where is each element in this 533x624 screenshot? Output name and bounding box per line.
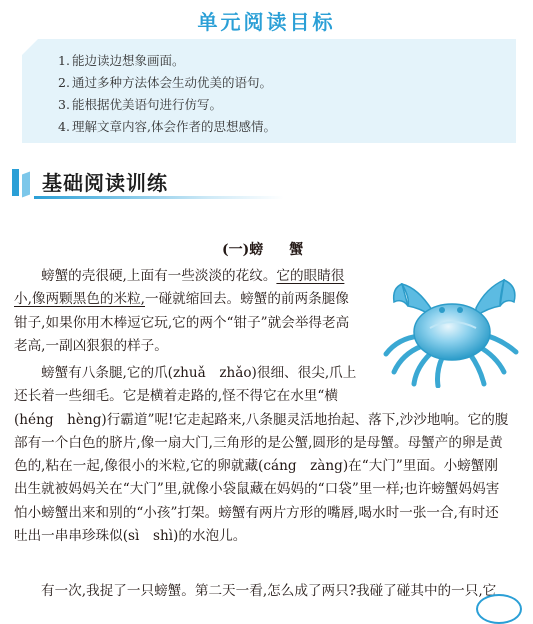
text-line: 老高,一副凶狠狠的样子。 xyxy=(14,337,168,354)
underlined-text: 小,像两颗黑色的米粒, xyxy=(14,291,145,308)
section-header xyxy=(12,167,492,199)
section-underline xyxy=(34,196,284,199)
text-line: 一碰就缩回去。螃蟹的前两条腿像 xyxy=(145,291,349,308)
text-line: 吐出一串串珍珠似(sì shì)的水泡儿。 xyxy=(14,528,247,545)
text-line: 螃蟹的壳很硬,上面有一些淡淡的花纹。 xyxy=(41,268,277,284)
page-number-badge-icon xyxy=(476,594,522,624)
text-line: (héng hèng)行霸道”呢!它走起路来,八条腿灵活地抬起、落下,沙沙地响。它的腹 xyxy=(14,411,509,428)
article-title-char: 螃 xyxy=(249,242,264,258)
text-line: 怕小螃蟹出来和别的“小孩”打架。螃蟹有两片方形的嘴唇,喝水时一张一合,有时还 xyxy=(14,504,499,521)
text-line: 有一次,我捉了一只螃蟹。第二天一看,怎么成了两只?我碰了碰其中的一只,它 xyxy=(41,583,497,599)
unit-title: 单元阅读目标 xyxy=(197,10,336,34)
goal-item: 1. 能边读边想象画面。 xyxy=(58,53,185,68)
goal-item: 2. 通过多种方法体会生动优美的语句。 xyxy=(58,75,273,90)
text-line: 还长着一些细毛。它是横着走路的,怪不得它在水里“横 xyxy=(14,388,338,405)
article-title xyxy=(222,239,303,259)
goal-item: 4. 理解文章内容,体会作者的思想感情。 xyxy=(58,119,276,134)
paragraph-2 xyxy=(14,362,508,548)
section-title: 基础阅读训练 xyxy=(42,171,168,195)
goal-item: 3. 能根据优美语句进行仿写。 xyxy=(58,97,223,112)
text-line: 钳子,如果你用木棒逗它玩,它的两个“钳子”就会举得老高 xyxy=(14,314,350,331)
article-title-char: 蟹 xyxy=(289,242,304,258)
section-bar-accent-icon xyxy=(22,172,30,198)
section-bar-icon xyxy=(12,169,19,196)
paragraph-1 xyxy=(14,265,349,358)
text-line: 出生就被妈妈关在“大门”里,就像小袋鼠藏在妈妈的“口袋”里一样;也许螃蟹妈妈害 xyxy=(14,481,500,498)
article-title-number: (一) xyxy=(222,242,250,258)
underlined-text: 它的眼睛很 xyxy=(276,268,345,284)
text-line: 螃蟹有八条腿,它的爪(zhuǎ zhǎo)很细、很尖,爪上 xyxy=(41,365,357,381)
reading-goals-box xyxy=(22,39,516,143)
text-line: 色的,粘在一起,像很小的米粒,它的卵就藏(cáng zàng)在“大门”里面。小螃蟹刚 xyxy=(14,458,498,475)
text-line: 部有一个白色的脐片,像一扇大门,三角形的是公蟹,圆形的是母蟹。母蟹产的卵是黄 xyxy=(14,434,503,451)
paragraph-3 xyxy=(14,580,496,603)
